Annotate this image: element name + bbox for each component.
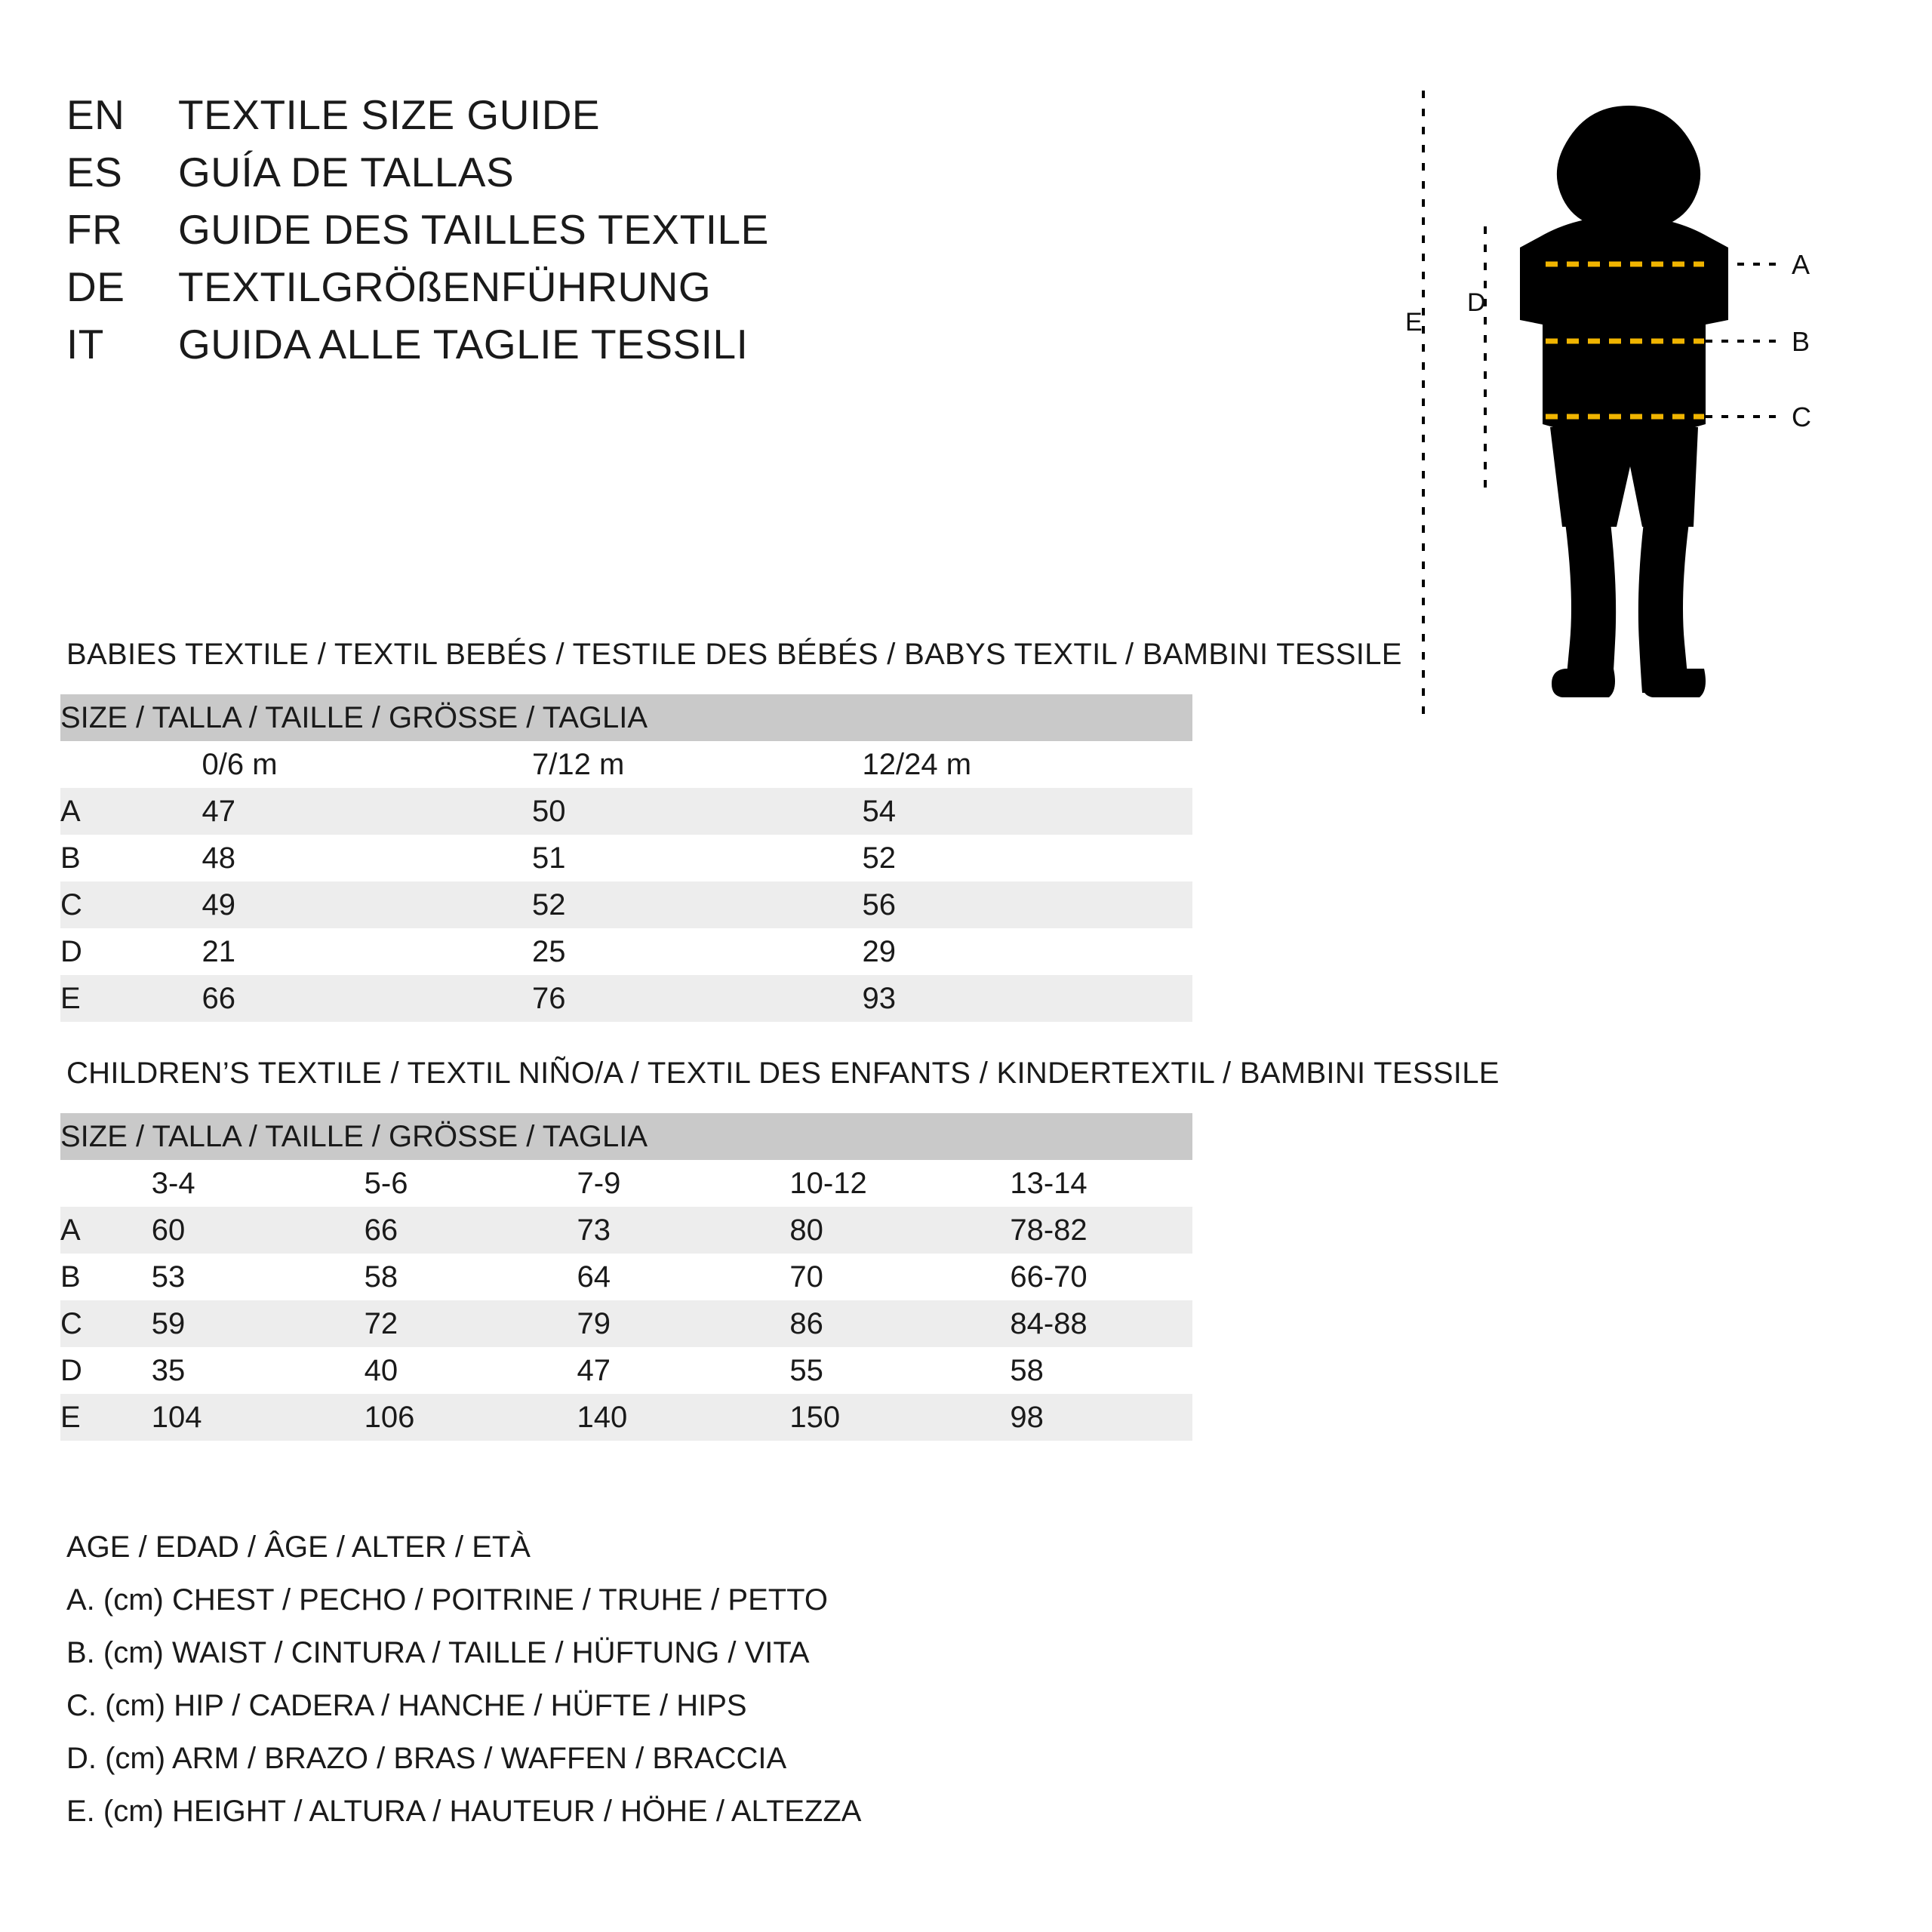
table-row: [60, 881, 1192, 928]
title-row: [66, 148, 1274, 205]
table-cell: 66: [365, 1207, 577, 1254]
table-header-row: [60, 1160, 1192, 1207]
title-row: [66, 263, 1274, 320]
title-lang-code: DE: [66, 263, 125, 310]
table-row: [60, 1394, 1192, 1441]
title-text: GUIDA ALLE TAGLIE TESSILI: [178, 321, 749, 368]
row-label: D: [60, 928, 202, 975]
row-label: B: [60, 1254, 152, 1300]
legend-line: D. (cm) ARM / BRAZO / BRAS / WAFFEN / BRACCIA: [66, 1742, 787, 1775]
figure-label-b: B: [1792, 326, 1810, 357]
row-label: A: [60, 788, 202, 835]
title-row: [66, 320, 1274, 377]
table-row: [60, 1254, 1192, 1300]
table-cell: 70: [789, 1254, 1010, 1300]
table-cell: 72: [365, 1300, 577, 1347]
legend-block: [66, 1532, 1349, 1849]
column-header: 7-9: [577, 1160, 790, 1207]
table-cell: 58: [1010, 1347, 1192, 1394]
table-cell: 56: [863, 881, 1193, 928]
measurement-figure: [1389, 75, 1857, 740]
figure-label-c: C: [1792, 401, 1811, 432]
figure-label-e: E: [1405, 308, 1423, 337]
table-cell: 78-82: [1010, 1207, 1192, 1254]
column-header: 12/24 m: [863, 741, 1193, 788]
column-header: 3-4: [152, 1160, 365, 1207]
table-cell: 52: [863, 835, 1193, 881]
column-header: 13-14: [1010, 1160, 1192, 1207]
legend-line: B. (cm) WAIST / CINTURA / TAILLE / HÜFTUNG / VITA: [66, 1636, 810, 1669]
table-row: [60, 788, 1192, 835]
column-header: 5-6: [365, 1160, 577, 1207]
table-cell: 54: [863, 788, 1193, 835]
table-cell: 52: [532, 881, 863, 928]
row-label: E: [60, 975, 202, 1022]
babies-band-label: SIZE / TALLA / TAILLE / GRÖSSE / TAGLIA: [60, 694, 1192, 741]
babies-size-table: [60, 694, 1192, 1022]
title-text: TEXTILE SIZE GUIDE: [178, 91, 601, 138]
table-cell: 73: [577, 1207, 790, 1254]
row-label-blank: [60, 741, 202, 788]
table-cell: 79: [577, 1300, 790, 1347]
table-row: [60, 928, 1192, 975]
legend-line: E. (cm) HEIGHT / ALTURA / HAUTEUR / HÖHE / ALTEZZA: [66, 1795, 862, 1828]
title-block: [66, 91, 1274, 377]
table-cell: 48: [202, 835, 533, 881]
table-cell: 66-70: [1010, 1254, 1192, 1300]
table-cell: 140: [577, 1394, 790, 1441]
table-cell: 80: [789, 1207, 1010, 1254]
figure-label-d: D: [1467, 288, 1486, 317]
table-row: [60, 835, 1192, 881]
table-cell: 58: [365, 1254, 577, 1300]
table-cell: 66: [202, 975, 533, 1022]
table-cell: 35: [152, 1347, 365, 1394]
table-cell: 106: [365, 1394, 577, 1441]
row-label: A: [60, 1207, 152, 1254]
legend-line: A. (cm) CHEST / PECHO / POITRINE / TRUHE / PETTO: [66, 1583, 829, 1617]
table-band-row: [60, 1113, 1192, 1160]
children-size-table: [60, 1113, 1192, 1441]
legend-line: AGE / EDAD / ÂGE / ALTER / ETÀ: [66, 1531, 531, 1564]
table-cell: 59: [152, 1300, 365, 1347]
table-cell: 40: [365, 1347, 577, 1394]
table-cell: 93: [863, 975, 1193, 1022]
table-cell: 47: [202, 788, 533, 835]
column-header: 7/12 m: [532, 741, 863, 788]
row-label: D: [60, 1347, 152, 1394]
table-cell: 25: [532, 928, 863, 975]
table-cell: 21: [202, 928, 533, 975]
legend-line: C. (cm) HIP / CADERA / HANCHE / HÜFTE / HIPS: [66, 1689, 747, 1722]
title-text: GUIDE DES TAILLES TEXTILE: [178, 206, 769, 253]
table-cell: 53: [152, 1254, 365, 1300]
table-cell: 50: [532, 788, 863, 835]
table-row: [60, 1300, 1192, 1347]
child-silhouette: [1520, 106, 1728, 697]
table-cell: 104: [152, 1394, 365, 1441]
table-cell: 55: [789, 1347, 1010, 1394]
table-cell: 51: [532, 835, 863, 881]
table-cell: 47: [577, 1347, 790, 1394]
table-band-row: [60, 694, 1192, 741]
title-lang-code: IT: [66, 321, 104, 368]
table-cell: 84-88: [1010, 1300, 1192, 1347]
table-cell: 60: [152, 1207, 365, 1254]
row-label: E: [60, 1394, 152, 1441]
table-row: [60, 975, 1192, 1022]
children-section-heading: CHILDREN’S TEXTILE / TEXTIL NIÑO/A / TEXTIL DES ENFANTS / KINDERTEXTIL / BAMBINI TESSILE: [66, 1057, 1500, 1090]
table-cell: 86: [789, 1300, 1010, 1347]
babies-section-heading: BABIES TEXTILE / TEXTIL BEBÉS / TESTILE DES BÉBÉS / BABYS TEXTIL / BAMBINI TESSILE: [66, 638, 1402, 671]
title-lang-code: FR: [66, 206, 123, 253]
table-cell: 29: [863, 928, 1193, 975]
children-band-label: SIZE / TALLA / TAILLE / GRÖSSE / TAGLIA: [60, 1113, 1192, 1160]
table-row: [60, 1207, 1192, 1254]
row-label-blank: [60, 1160, 152, 1207]
figure-label-a: A: [1792, 249, 1810, 280]
table-cell: 98: [1010, 1394, 1192, 1441]
table-cell: 64: [577, 1254, 790, 1300]
table-cell: 49: [202, 881, 533, 928]
title-row: [66, 205, 1274, 263]
table-cell: 76: [532, 975, 863, 1022]
title-text: GUÍA DE TALLAS: [178, 149, 515, 195]
title-lang-code: ES: [66, 149, 123, 195]
row-label: B: [60, 835, 202, 881]
table-cell: 150: [789, 1394, 1010, 1441]
table-header-row: [60, 741, 1192, 788]
column-header: 0/6 m: [202, 741, 533, 788]
row-label: C: [60, 1300, 152, 1347]
title-row: [66, 91, 1274, 148]
table-row: [60, 1347, 1192, 1394]
title-lang-code: EN: [66, 91, 125, 138]
row-label: C: [60, 881, 202, 928]
column-header: 10-12: [789, 1160, 1010, 1207]
title-text: TEXTILGRÖßENFÜHRUNG: [178, 263, 712, 310]
